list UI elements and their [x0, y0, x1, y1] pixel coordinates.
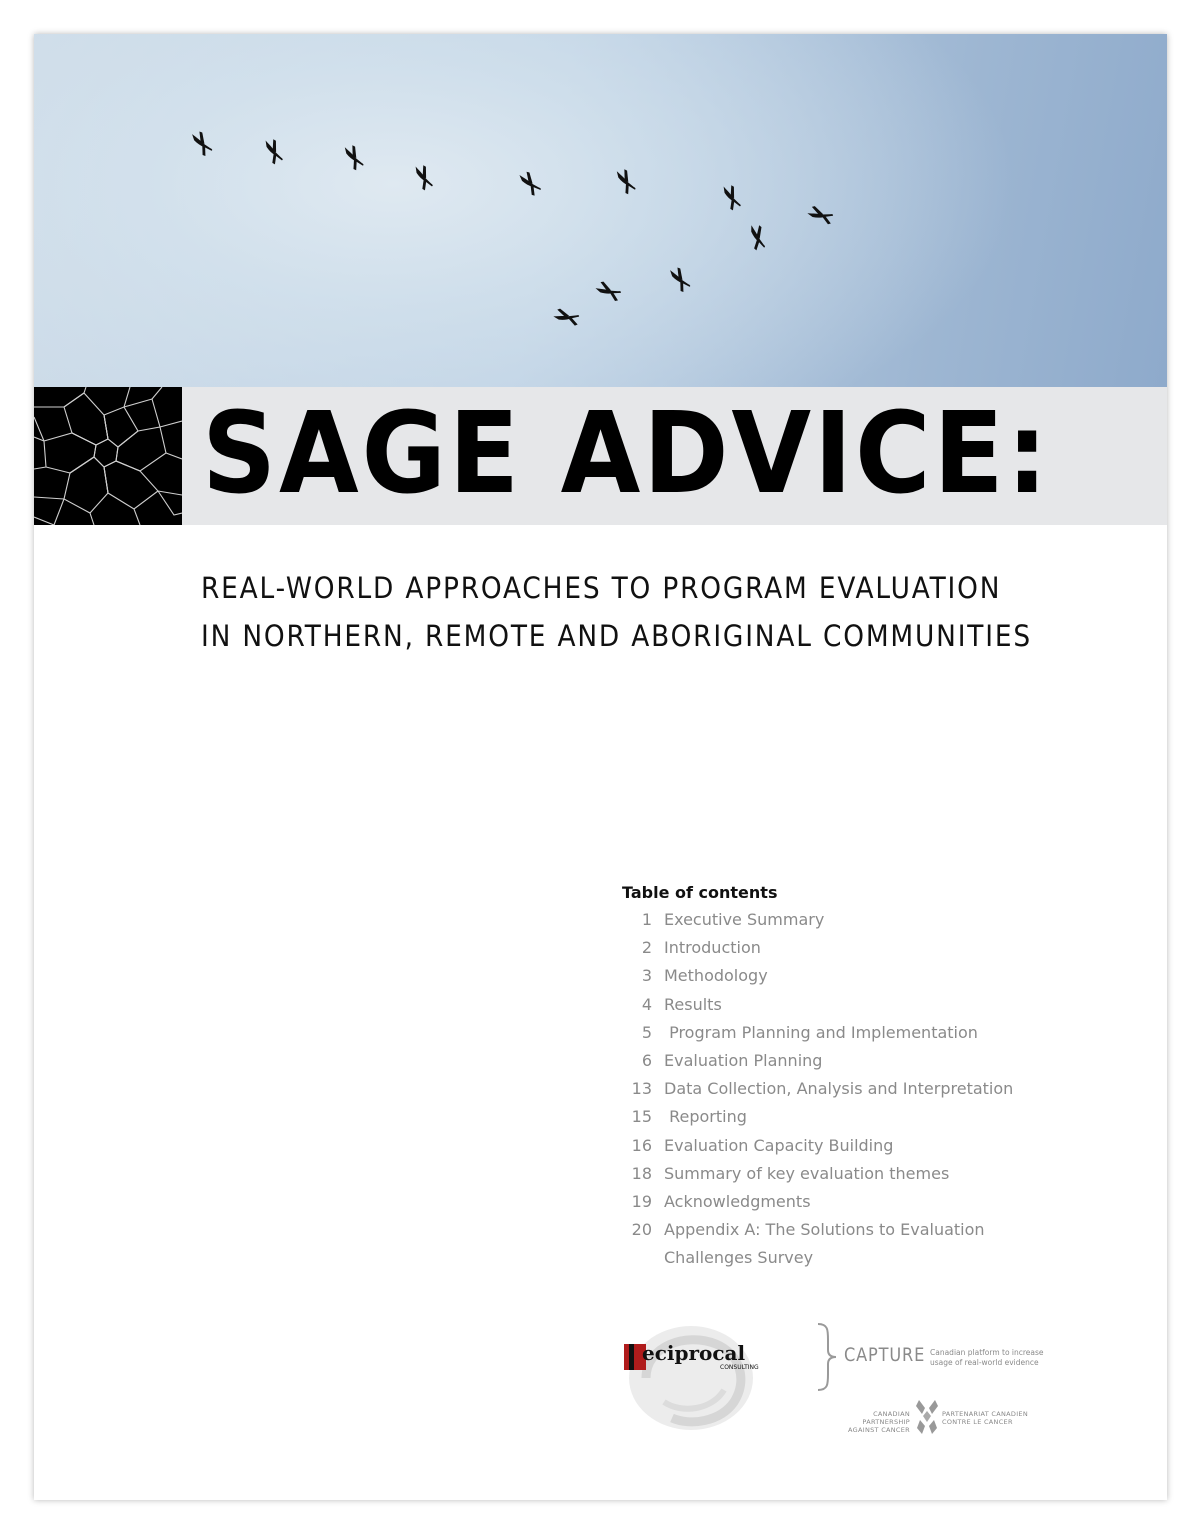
partnership-french-text: PARTENARIAT CANADIEN CONTRE LE CANCER — [942, 1410, 1028, 1426]
capture-tagline: Canadian platform to increase usage of real-world evidence — [930, 1348, 1044, 1367]
toc-item[interactable] — [622, 1216, 1102, 1272]
toc-entry-label: Results — [664, 994, 722, 1014]
reciprocal-consulting-text: CONSULTING — [720, 1364, 759, 1371]
toc-page-number: 4 — [641, 994, 652, 1014]
toc-entry-label: Program Planning and Implementation — [664, 1022, 978, 1042]
sky-photo — [34, 34, 1167, 387]
toc-entry-label: Summary of key evaluation themes — [664, 1163, 950, 1183]
toc-item[interactable] — [622, 1160, 1102, 1188]
toc-item[interactable] — [622, 1188, 1102, 1216]
toc-page-number: 18 — [631, 1163, 652, 1183]
toc-entry-label: Reporting — [664, 1107, 747, 1127]
toc-item[interactable] — [622, 1075, 1102, 1103]
toc-page-number: 3 — [641, 966, 652, 986]
toc-entry-label: Introduction — [664, 938, 761, 958]
capture-name: CAPTURE — [844, 1344, 926, 1366]
toc-page-number: 19 — [631, 1192, 652, 1212]
brace-icon — [814, 1322, 838, 1392]
toc-page-number: 1 — [641, 910, 652, 929]
toc-entry-label: Executive Summary — [664, 910, 825, 929]
geometric-pattern-icon — [34, 387, 182, 525]
toc-item[interactable] — [622, 1047, 1102, 1075]
toc-page-number: 15 — [631, 1107, 652, 1127]
toc-entry-label: Acknowledgments — [664, 1192, 811, 1212]
toc-list — [622, 906, 1102, 1273]
document-subtitle — [201, 564, 1032, 660]
geese-flock-image — [34, 34, 1167, 387]
toc-page-number: 5 — [641, 1022, 652, 1042]
toc-page-number: 2 — [641, 938, 652, 958]
capture-logo — [814, 1322, 1044, 1396]
toc-entry-label: Appendix A: The Solutions to Evaluation Challenges Survey — [664, 1220, 985, 1268]
subtitle-line-1: REAL-WORLD APPROACHES TO PROGRAM EVALUATION — [201, 571, 1002, 605]
partnership-english-text: CANADIAN PARTNERSHIP AGAINST CANCER — [848, 1410, 910, 1434]
document-title: SAGE ADVICE: — [202, 389, 1051, 519]
toc-item[interactable] — [622, 934, 1102, 962]
toc-item[interactable] — [622, 1103, 1102, 1131]
toc-item[interactable] — [622, 991, 1102, 1019]
table-of-contents — [622, 880, 1102, 1273]
cover-page — [34, 34, 1167, 1500]
partnership-emblem-icon — [914, 1398, 940, 1436]
toc-page-number: 16 — [631, 1135, 652, 1155]
toc-page-number: 13 — [631, 1079, 652, 1099]
subtitle-line-2: IN NORTHERN, REMOTE AND ABORIGINAL COMMUNITIES — [201, 619, 1032, 653]
toc-item[interactable] — [622, 962, 1102, 990]
toc-item[interactable] — [622, 1019, 1102, 1047]
toc-entry-label: Evaluation Capacity Building — [664, 1135, 894, 1155]
toc-entry-label: Methodology — [664, 966, 768, 986]
toc-heading: Table of contents — [622, 883, 778, 902]
reciprocal-consulting-logo — [616, 1322, 766, 1438]
toc-item[interactable] — [622, 906, 1102, 934]
toc-entry-label: Data Collection, Analysis and Interpretation — [664, 1079, 1014, 1099]
reciprocal-wordmark: eciprocal — [642, 1341, 746, 1365]
partnership-against-cancer-logo — [826, 1398, 1036, 1438]
toc-page-number: 20 — [631, 1220, 652, 1240]
toc-page-number: 6 — [641, 1051, 652, 1071]
toc-item[interactable] — [622, 1132, 1102, 1160]
toc-entry-label: Evaluation Planning — [664, 1051, 823, 1071]
